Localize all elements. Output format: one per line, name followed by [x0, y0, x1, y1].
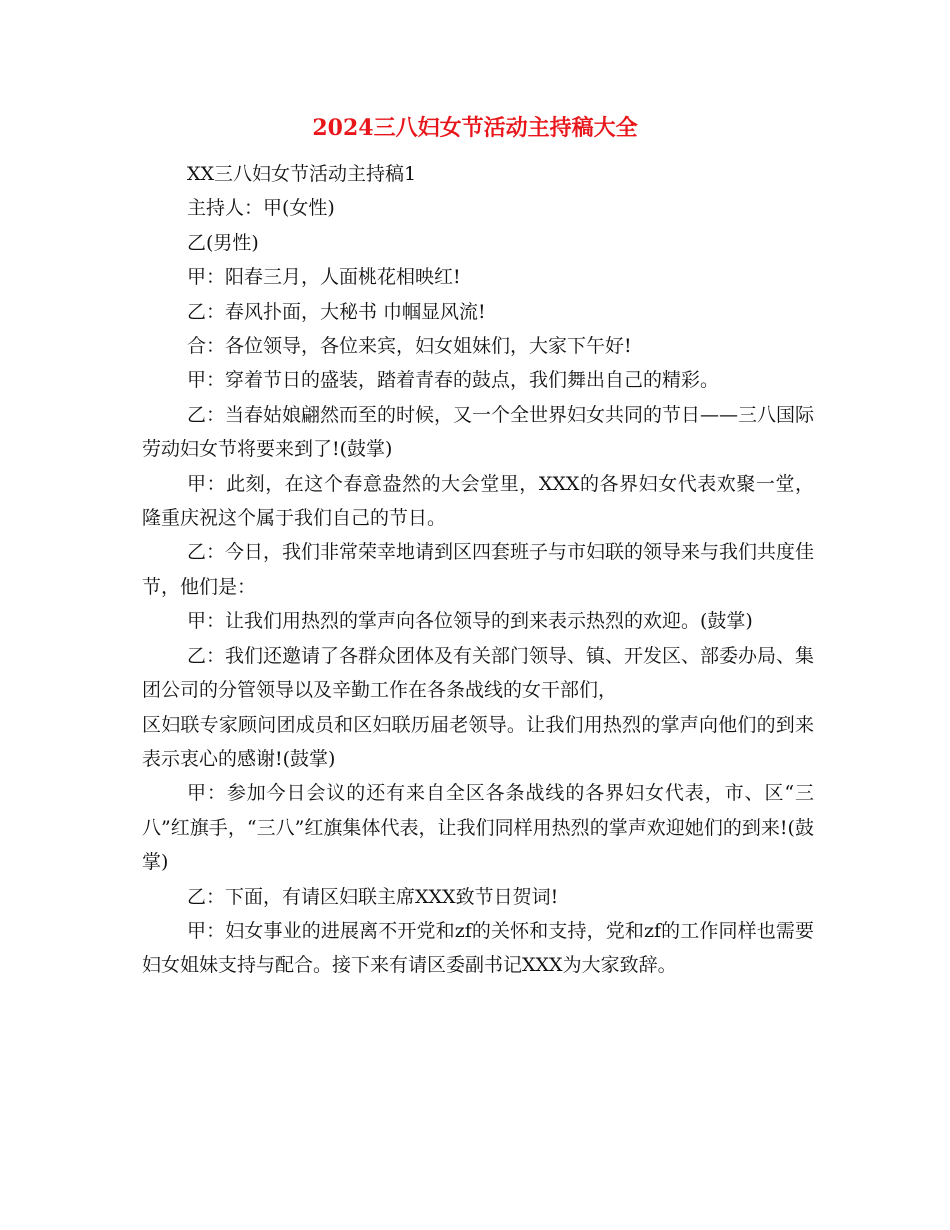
paragraph-hosts: 主持人：甲(女性): [187, 197, 335, 220]
paragraph: 乙：下面，有请区妇联主席XXX致节日贺词!: [187, 885, 559, 908]
paragraph: 乙(男性): [187, 231, 259, 254]
paragraph: 甲：参加今日会议的还有来自全区各条战线的各界妇女代表，市、区“三八”红旗手，“三八”红旗集体代表，让我们同样用热烈的掌声欢迎她们的到来!(鼓掌): [142, 782, 814, 874]
paragraph: 乙：今日，我们非常荣幸地请到区四套班子与市妇联的领导来与我们共度佳节，他们是：: [142, 541, 815, 598]
document-title: 2024三八妇女节活动主持稿大全: [312, 115, 638, 141]
paragraph: 乙：当春姑娘翩然而至的时候，又一个全世界妇女共同的节日——三八国际劳动妇女节将要来到了!(鼓掌): [142, 403, 815, 461]
paragraph: 甲：妇女事业的进展离不开党和zf的关怀和支持，党和zf的工作同样也需要妇女姐妹支持与配合。接下来有请区委副书记XXX为大家致辞。: [142, 919, 814, 977]
paragraph: 乙：我们还邀请了各群众团体及有关部门领导、镇、开发区、部委办局、集团公司的分管领导以及辛勤工作在各条战线的女干部们，: [142, 644, 815, 702]
paragraph: 甲：让我们用热烈的掌声向各位领导的到来表示热烈的欢迎。(鼓掌): [187, 610, 753, 633]
document-body: [142, 157, 814, 983]
paragraph: 甲：阳春三月，人面桃花相映红!: [187, 266, 461, 289]
paragraph-continuation: 区妇联专家顾问团成员和区妇联历届老领导。让我们用热烈的掌声向他们的到来表示衷心的感谢!(鼓掌): [142, 713, 814, 770]
paragraph: 甲：此刻，在这个春意盎然的大会堂里，XXX的各界妇女代表欢聚一堂，隆重庆祝这个属于我们自己的节日。: [142, 472, 814, 530]
paragraph-section-heading: XX三八妇女节活动主持稿1: [187, 163, 417, 185]
paragraph: 乙：春风扑面，大秘书 巾帼显风流!: [187, 300, 486, 323]
paragraph: 甲：穿着节日的盛装，踏着青春的鼓点，我们舞出自己的精彩。: [187, 369, 720, 392]
paragraph: 合：各位领导，各位来宾，妇女姐妹们，大家下午好!: [187, 335, 632, 358]
